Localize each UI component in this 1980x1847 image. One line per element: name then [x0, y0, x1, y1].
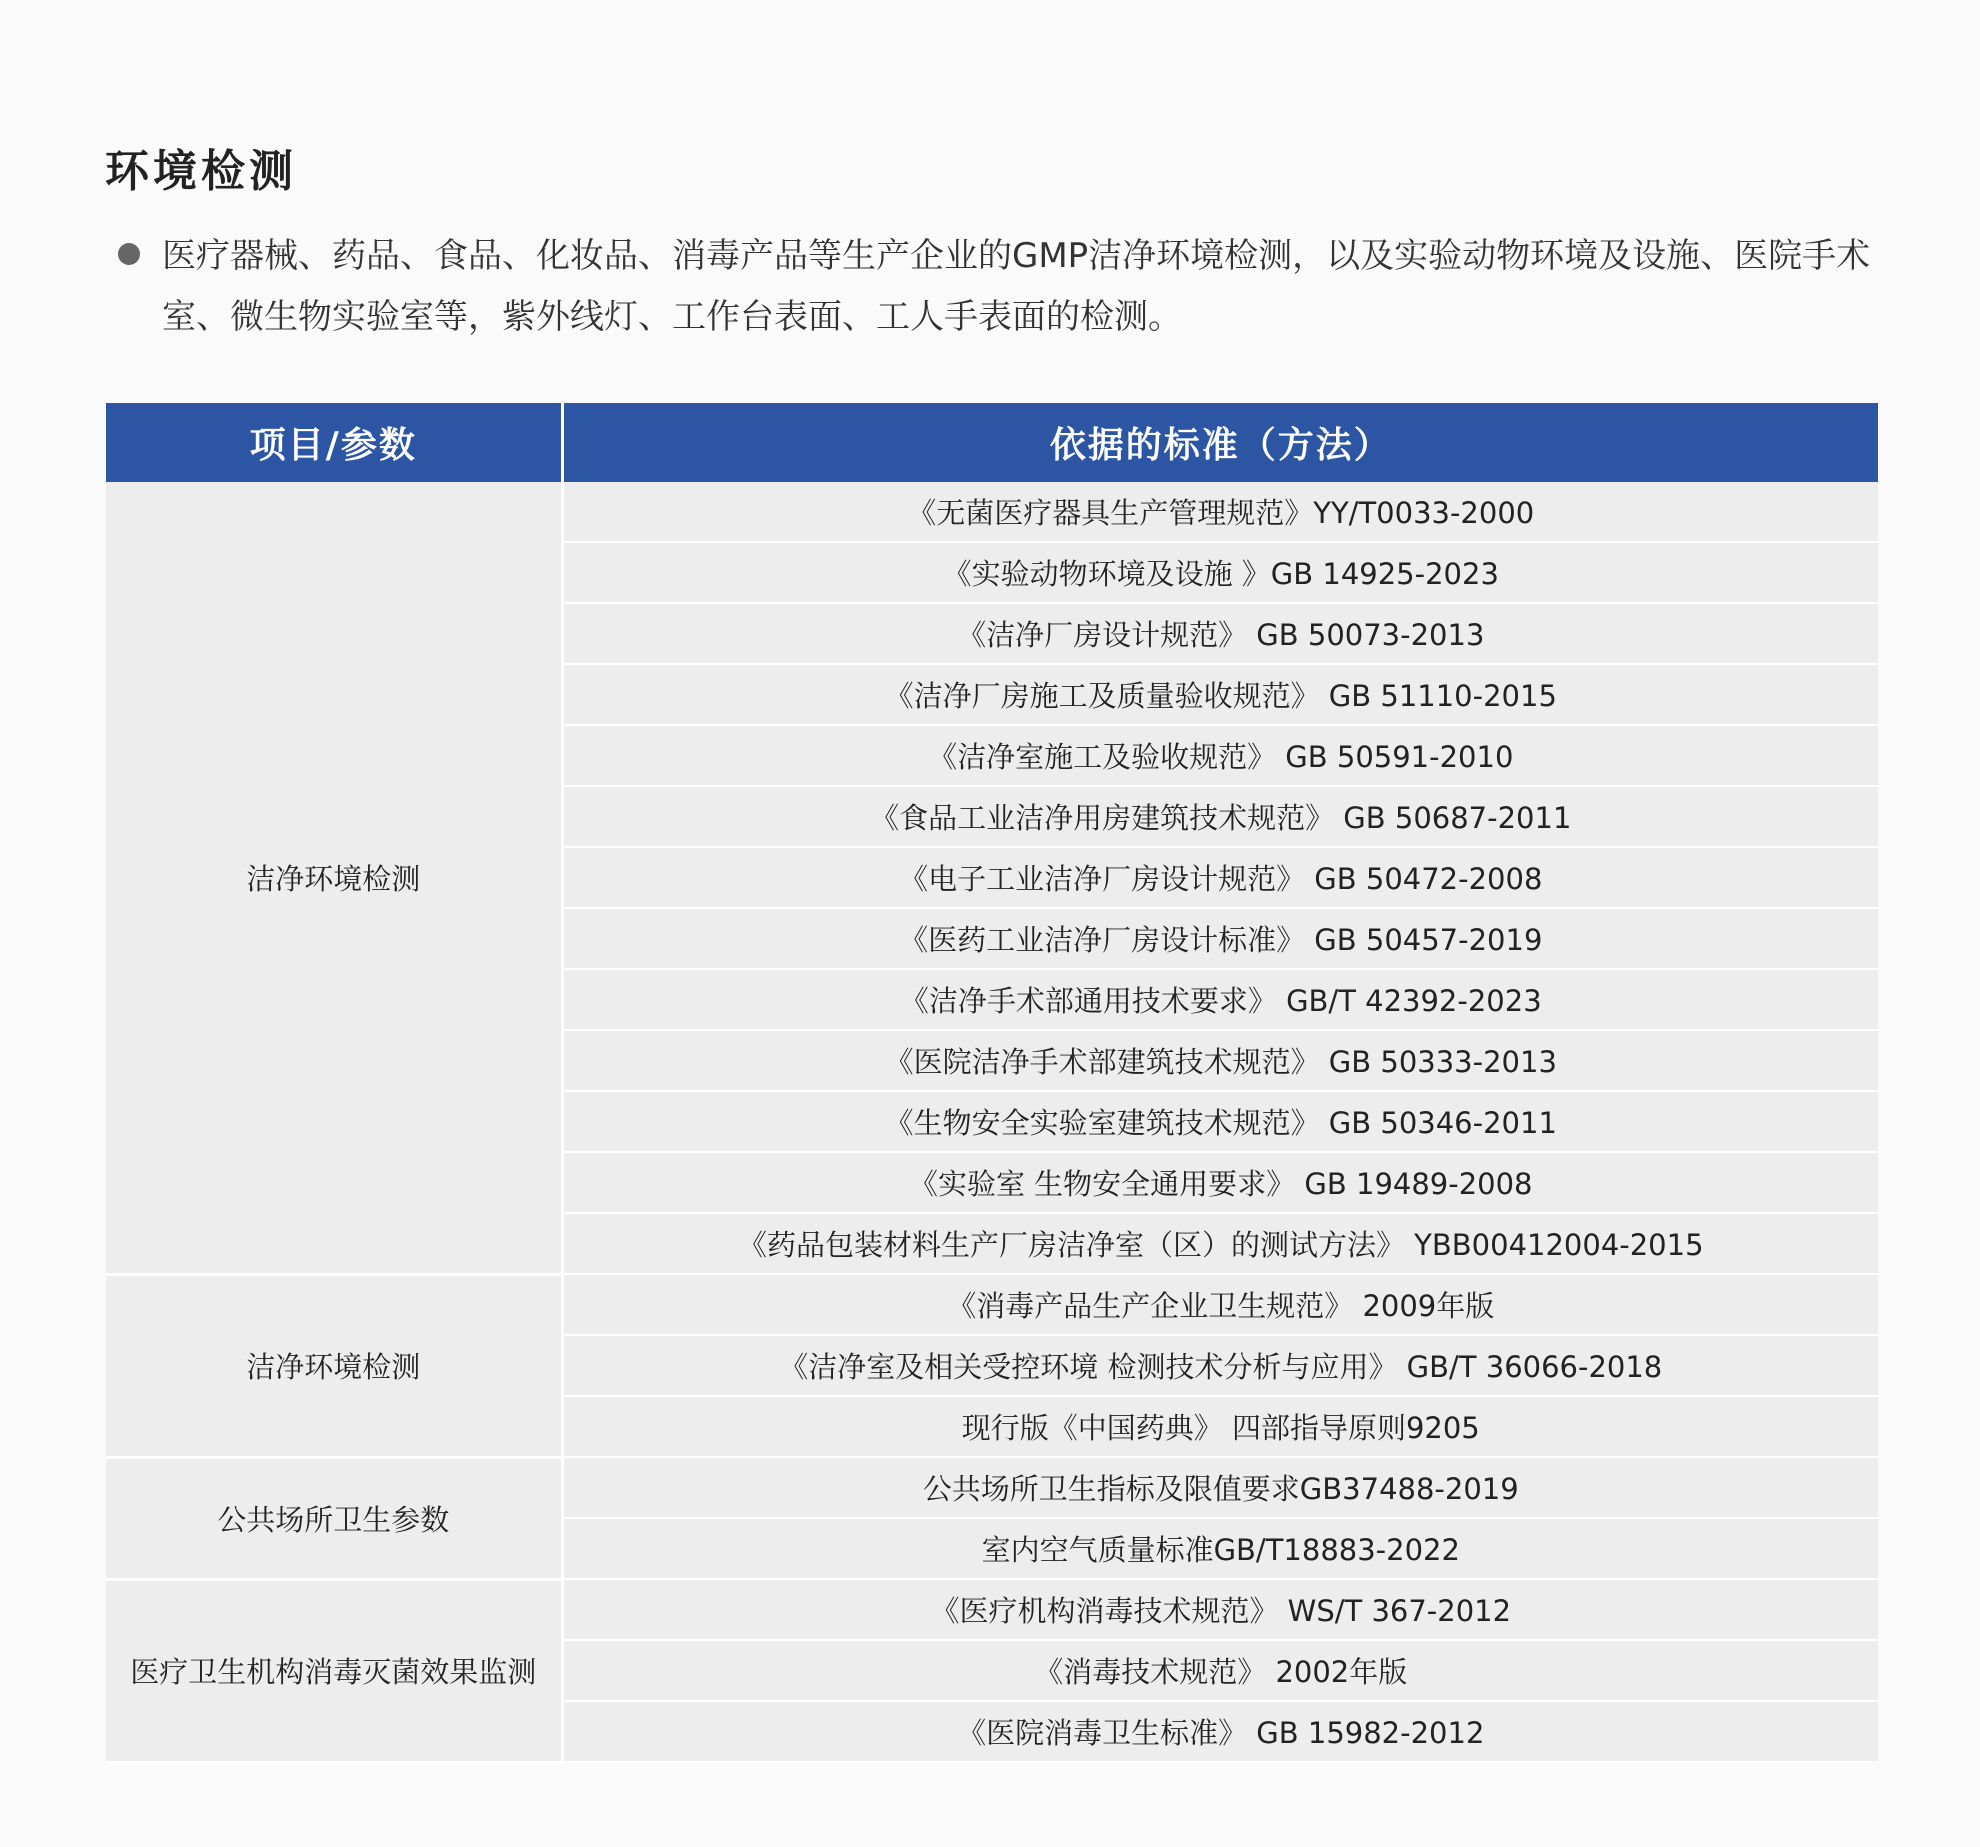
standards-table — [106, 403, 1878, 1764]
description-bullet — [118, 226, 1908, 348]
table-row — [106, 1457, 1878, 1518]
standard-cell: 《医药工业洁净厂房设计标准》 GB 50457-2019 — [562, 908, 1878, 969]
standard-cell: 《医院消毒卫生标准》 GB 15982-2012 — [562, 1701, 1878, 1762]
standard-cell: 《洁净手术部通用技术要求》 GB/T 42392-2023 — [562, 969, 1878, 1030]
standard-cell: 《实验动物环境及设施 》GB 14925-2023 — [562, 542, 1878, 603]
standard-cell: 现行版《中国药典》 四部指导原则9205 — [562, 1396, 1878, 1457]
standard-cell: 《消毒产品生产企业卫生规范》 2009年版 — [562, 1274, 1878, 1335]
table-header-row — [106, 403, 1878, 482]
description-text: 医疗器械、药品、食品、化妆品、消毒产品等生产企业的GMP洁净环境检测，以及实验动物环境及设施、医院手术室、微生物实验室等，紫外线灯、工作台表面、工人手表面的检测。 — [162, 236, 1871, 337]
header-item-param: 项目/参数 — [106, 403, 562, 482]
standard-cell: 《生物安全实验室建筑技术规范》 GB 50346-2011 — [562, 1091, 1878, 1152]
bullet-dot-icon — [118, 243, 140, 265]
item-cell: 公共场所卫生参数 — [106, 1457, 562, 1579]
table-row — [106, 482, 1878, 542]
standard-cell: 《洁净室及相关受控环境 检测技术分析与应用》 GB/T 36066-2018 — [562, 1335, 1878, 1396]
item-cell: 洁净环境检测 — [106, 482, 562, 1274]
standard-cell: 室内空气质量标准GB/T18883-2022 — [562, 1518, 1878, 1579]
section-title: 环境检测 — [105, 146, 297, 197]
standard-cell: 《医院洁净手术部建筑技术规范》 GB 50333-2013 — [562, 1030, 1878, 1091]
table-body — [106, 482, 1878, 1762]
standard-cell: 《消毒技术规范》 2002年版 — [562, 1640, 1878, 1701]
item-cell: 医疗卫生机构消毒灭菌效果监测 — [106, 1579, 562, 1762]
standard-cell: 《食品工业洁净用房建筑技术规范》 GB 50687-2011 — [562, 786, 1878, 847]
standard-cell: 《洁净室施工及验收规范》 GB 50591-2010 — [562, 725, 1878, 786]
standard-cell: 《药品包装材料生产厂房洁净室（区）的测试方法》 YBB00412004-2015 — [562, 1213, 1878, 1274]
table-row — [106, 1274, 1878, 1335]
standard-cell: 《电子工业洁净厂房设计规范》 GB 50472-2008 — [562, 847, 1878, 908]
standard-cell: 《洁净厂房设计规范》 GB 50073-2013 — [562, 603, 1878, 664]
table-row — [106, 1579, 1878, 1640]
standard-cell: 《无菌医疗器具生产管理规范》YY/T0033-2000 — [562, 482, 1878, 542]
item-cell: 洁净环境检测 — [106, 1274, 562, 1457]
standard-cell: 公共场所卫生指标及限值要求GB37488-2019 — [562, 1457, 1878, 1518]
header-standard-method: 依据的标准（方法） — [562, 403, 1878, 482]
standard-cell: 《医疗机构消毒技术规范》 WS/T 367-2012 — [562, 1579, 1878, 1640]
standard-cell: 《洁净厂房施工及质量验收规范》 GB 51110-2015 — [562, 664, 1878, 725]
standard-cell: 《实验室 生物安全通用要求》 GB 19489-2008 — [562, 1152, 1878, 1213]
